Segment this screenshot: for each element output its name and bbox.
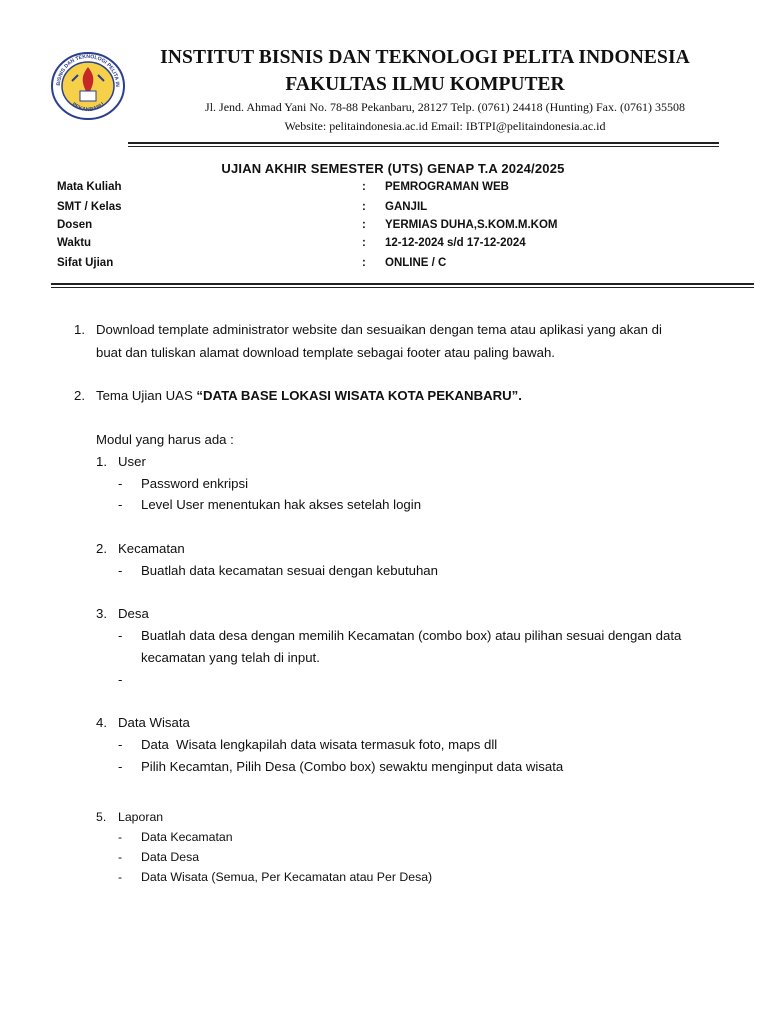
module-bullet: Data Kecamatan [141, 830, 233, 844]
question-text: Download template administrator website dan sesuaikan dengan tema atau aplikasi yang akan di [96, 322, 662, 337]
theme-lead: Tema Ujian UAS [96, 388, 197, 403]
info-value: ONLINE / C [385, 257, 447, 269]
module-bullet: Pilih Kecamtan, Pilih Desa (Combo box) sewaktu menginput data wisata [141, 759, 564, 774]
module-bullet: Buatlah data desa dengan memilih Kecamatan (combo box) atau pilihan sesuai dengan data [141, 628, 682, 643]
institute-website-email: Website: pelitaindonesia.ac.id Email: IBTPI@pelitaindonesia.ac.id [284, 119, 606, 133]
module-bullet: Buatlah data kecamatan sesuai dengan kebutuhan [141, 563, 438, 578]
module-title: User [118, 454, 146, 469]
bullet-dash: - [118, 737, 123, 752]
info-label: Dosen [57, 219, 93, 231]
bullet-dash: - [118, 850, 123, 864]
institute-address: Jl. Jend. Ahmad Yani No. 78-88 Pekanbaru, 28127 Telp. (0761) 24418 (Hunting) Fax. (0761) 35508 [205, 100, 685, 114]
module-bullet: Password enkripsi [141, 476, 249, 491]
module-number: 4. [96, 715, 107, 730]
letterhead-divider-thin [128, 146, 719, 147]
module-bullet-continued: kecamatan yang telah di input. [141, 650, 320, 665]
module-number: 3. [96, 606, 107, 621]
info-divider-thick [51, 283, 754, 285]
module-title: Laporan [118, 810, 164, 824]
bullet-dash: - [118, 563, 123, 578]
info-label: Mata Kuliah [57, 181, 122, 193]
info-value: YERMIAS DUHA,S.KOM.M.KOM [385, 219, 558, 231]
info-colon: : [362, 257, 366, 269]
letterhead-divider-thick [128, 142, 719, 144]
info-value: PEMROGRAMAN WEB [385, 181, 509, 193]
info-label: SMT / Kelas [57, 201, 122, 213]
info-colon: : [362, 201, 366, 213]
module-bullet: Level User menentukan hak akses setelah login [141, 497, 422, 512]
module-bullet: Data Wisata lengkapilah data wisata termasuk foto, maps dll [141, 737, 498, 752]
exam-title: UJIAN AKHIR SEMESTER (UTS) GENAP T.A 2024/2025 [221, 161, 565, 176]
bullet-dash: - [118, 672, 123, 687]
module-bullet: Data Wisata (Semua, Per Kecamatan atau Per Desa) [141, 870, 433, 884]
bullet-dash: - [118, 870, 123, 884]
question-number: 1. [74, 322, 85, 337]
bullet-dash: - [118, 830, 123, 844]
faculty-name: FAKULTAS ILMU KOMPUTER [285, 74, 565, 95]
info-colon: : [362, 181, 366, 193]
info-divider-thin [51, 287, 754, 288]
bullet-dash: - [118, 628, 123, 643]
logo-text-top: BISNIS DAN TEKNOLOGI PELITA IN [55, 53, 121, 87]
modules-intro: Modul yang harus ada : [96, 432, 234, 447]
bullet-dash: - [118, 476, 123, 491]
question-text: buat dan tuliskan alamat download template sebagai footer atau paling bawah. [96, 345, 555, 360]
module-number: 2. [96, 541, 107, 556]
module-title: Kecamatan [118, 541, 185, 556]
module-number: 1. [96, 454, 107, 469]
module-bullet: Data Desa [141, 850, 200, 864]
module-number: 5. [96, 810, 107, 824]
bullet-dash: - [118, 759, 123, 774]
logo-text-bottom: PEKANBARU [70, 101, 106, 114]
info-value: GANJIL [385, 201, 428, 213]
info-colon: : [362, 219, 366, 231]
institute-name: INSTITUT BISNIS DAN TEKNOLOGI PELITA INDONESIA [160, 47, 690, 68]
module-title: Desa [118, 606, 149, 621]
theme-title: “DATA BASE LOKASI WISATA KOTA PEKANBARU”. [196, 388, 522, 403]
info-value: 12-12-2024 s/d 17-12-2024 [385, 237, 526, 249]
info-label: Sifat Ujian [57, 257, 114, 269]
info-colon: : [362, 237, 366, 249]
bullet-dash: - [118, 497, 123, 512]
module-title: Data Wisata [118, 715, 190, 730]
institution-logo [50, 51, 126, 121]
question-text [96, 388, 522, 403]
info-label: Waktu [57, 237, 92, 249]
question-number: 2. [74, 388, 85, 403]
